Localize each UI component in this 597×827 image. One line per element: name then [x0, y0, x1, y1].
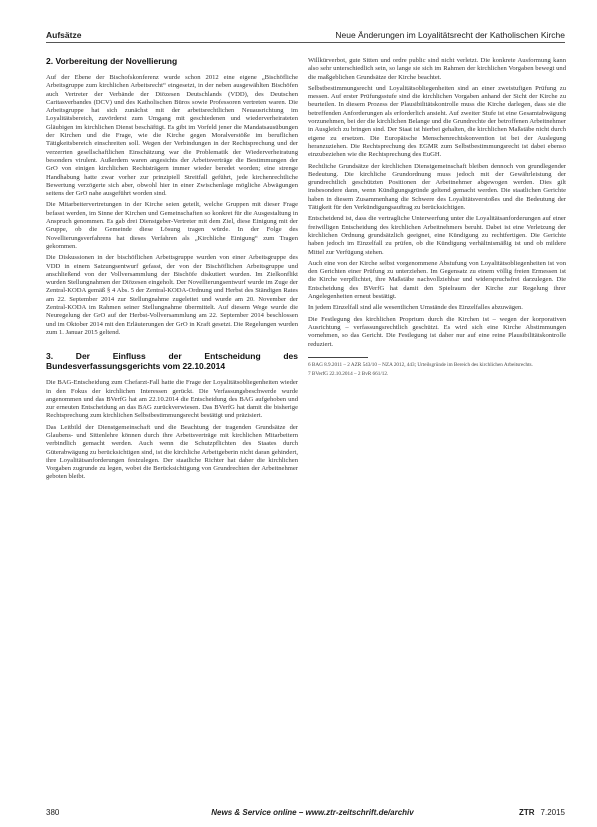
page-number: 380 — [46, 807, 60, 817]
section-heading-2: 2. Vorbereitung der Novellierung — [46, 56, 178, 66]
running-title: Neue Änderungen im Loyalitätsrecht der Katholischen Kirche — [335, 30, 565, 40]
running-header — [46, 26, 565, 43]
paragraph: Willkürverbot, gute Sitten und ordre public sind nicht verletzt. Die konkrete Ausformung kann also sehr unterschiedlich sein, so lange sie sich im Rahmen der kirchlichen Vorgaben bewegt und die maßgeblichen Grundsätze der Kirche beachtet. — [308, 57, 566, 81]
page-footer — [46, 806, 565, 818]
right-column — [308, 57, 566, 381]
paragraph: Die Diskussionen in der bischöflichen Arbeitsgruppe wurden von einer Arbeitsgruppe des VDD in einem Satzungsentwurf gefasst, der von der Bischöflichen Arbeitsgruppe und anschließend von der Vollversammlung der Bischöfe diskutiert wurden. Im Zielkonflikt wurden Stellungnahmen der Diözesen eingeholt. Der Novellierungsentwurf wurde im Zuge der Zentral-KODA gemäß § 4 Abs. 5 der Zentral-KODA-Ordnung und Herbst des Ständigen Rates am 22. September 2014 zur Stellungnahme zugeleitet und wurde am 20. November der Zentral-KODA im Rahmen seiner Stellungnahme übermittelt. Auf diesem Wege wurde die Neuregelung der GrO auf der Herbst-Vollversammlung am 22. September 2014 beschlossen und im Oktober 2014 mit den Erläuterungen der GrO in Kraft gesetzt. Die Regelungen wurden zum 1. Januar 2015 geltend. — [46, 254, 298, 336]
paragraph: Auf der Ebene der Bischofskonferenz wurde schon 2012 eine eigene „Bischöfliche Arbeitsgruppe zum kirchlichen Arbeitsrecht“ eingesetzt, in der neben ausgewählten Bischöfen auch Vertreter der Verbände der Diözesen Deutschlands (VDD), des Deutschen Caritasverbandes (DCV) und des Katholischen Büros sowie Professoren vertreten waren. Die Arbeitsgruppe hat sich zunächst mit der arbeitsrechtlichen Neuausrichtung im Loyalitätsbereich, zuvörderst zum Umgang mit geschiedenen und wiederverheirateten Gläubigen im kirchlichen Dienst beschäftigt. Es gibt im Vorfeld jener die Mandatsausübungen der Kirchen und die Frage, wie die Kirche gegen Moralverstöße im beruflichen Tätigkeitsbereich einschreiten soll. Wegen der Verbindungen in der Rechtsprechung und der verzerrten gesellschaftlichen Einschätzung war die Problematik der Wiederverheiratung besonders virulent. Außerdem waren angesichts der Arbeitsverträge die Bestimmungen der GrO von einigen kirchlichen Rechtsträgern immer wieder beredet worden; eine strenge Handhabung hatte zwar vorher zur prinzipiell Streitfall geführt, jede kirchenrechtliche Bewertung verzögerte sich aber, obwohl hier in einer Zwischenlage mögliche Abwägungen seitens der GrO nahe ausgeführt worden sind. — [46, 74, 298, 198]
section-label: Aufsätze — [46, 30, 82, 40]
footnote: 6 BAG 8.9.2011 – 2 AZR 543/10 – NZA 2012, 443; Urteilsgründe im Bereich des kirchlichen Arbeitsrechts. — [308, 361, 533, 368]
paragraph: Die Festlegung des kirchlichen Proprium durch die Kirchen ist – wegen der korporativen Ausrichtung – verfassungsrechtlich geschützt. Es wird sich eine Kirche Abstimmungen vornehmen, so das Gericht. Die Festlegung ist daher nur auf eine reine Plausibilitätskontrolle reduziert. — [308, 315, 566, 348]
footnote-divider — [308, 357, 368, 358]
paragraph: Rechtliche Grundsätze der kirchlichen Dienstgemeinschaft bleiben dennoch von grundlegender Bedeutung. Die kirchliche Grundordnung muss jedoch mit der Gewährleistung der grundrechtlich geschützten Positionen der Arbeitnehmer abgewogen werden. Dies gilt insbesondere dann, wenn Kündigungsgründe geltend gemacht werden. Die staatlichen Gerichte haben in diesem Zusammenhang die Schwere des Loyalitätsverstoßes und die Bedeutung der Tätigkeit für den Verkündigungsauftrag zu berücksichtigen. — [308, 162, 566, 212]
section-heading-3: 3. Der Einfluss der Entscheidung des Bundesverfassungsgerichts vom 22.10.2014 — [46, 351, 298, 372]
paragraph: Die Mitarbeitervertretungen in der Kirche seien geteilt, welche Gruppen mit dieser Frage befasst werden, im Sinne der Kirchen und Gemeinschaften so konkret für die Ausgestaltung in Anspruch genommen. Es gab drei Dienstgeber-Vertreter mit dem Ziel, diese Einigung mit der Gruppe, ob die Gemeinde diese Lösung tragen würde. In der Folge des Novellierungsverfahrens hat dieses Verfahren als „Kirchliche Einigung“ zum Tragen gekommen. — [46, 201, 298, 250]
paragraph: In jedem Einzelfall sind alle wesentlichen Umstände des Einzelfalles abzuwägen. — [308, 304, 523, 312]
footer-archive-link[interactable]: News & Service online – www.ztr-zeitschrift.de/archiv — [211, 807, 414, 817]
journal-name: ZTR — [518, 807, 535, 817]
issue-number: 7.2015 — [540, 807, 565, 817]
paragraph: Die BAG-Entscheidung zum Chefarzt-Fall hatte die Frage der Loyalitätsobliegenheiten wieder in den Fokus der kirchlichen Interessen gerückt. Die Verfassungsbeschwerde wurde angenommen und das BVerfG hat am 22.10.2014 die Entscheidung des BAG aufgehoben und zur erneuten Entscheidung an das BAG zurückverwiesen. Das BVerfG hat damit die bisherige Rechtsprechung zum kirchlichen Selbstbestimmungsrecht bestätigt und präzisiert. — [46, 379, 298, 420]
paragraph: Entscheidend ist, dass die vertragliche Unterwerfung unter die Loyalitätsanforderungen auf einer freiwilligen Entscheidung des kirchlichen Arbeitnehmers beruht. Dabei ist eine Verletzung der kirchlichen Ordnung grundsätzlich geeignet, eine Kündigung zu rechtfertigen. Die Gerichte haben jedoch im Einzelfall zu prüfen, ob die Kündigung verhältnismäßig ist und ob mildere Mittel zur Verfügung stehen. — [308, 215, 566, 256]
paragraph: Auch eine von der Kirche selbst vorgenommene Abstufung von Loyalitätsobliegenheiten ist von den Gerichten einer Prüfung zu unterziehen. Im Gegensatz zu einem völlig freien Ermessen ist die Kirche verpflichtet, ihre Maßstäbe nachvollziehbar und widerspruchsfrei darzulegen. Die Entscheidung des BVerfG hat damit den Spielraum der Kirche zur Regelung ihrer Angelegenheiten erneut bestätigt. — [308, 259, 566, 301]
paragraph: Selbstbestimmungsrecht und Loyalitätsobliegenheiten sind an einer zweistufigen Prüfung zu messen. Auf erster Prüfungsstufe sind die kirchlichen Vorgaben anhand der Sicht der Kirche zu beurteilen. In diesem Prozess der Plausibilitätskontrolle muss die Kirche darlegen, dass sie die betreffenden Anforderungen als erforderlich ansieht. Auf zweiter Stufe ist eine Gesamtabwägung vorzunehmen, bei der die kirchlichen Belange und die Grundrechte der betroffenen Arbeitnehmer in Ausgleich zu bringen sind. Der Staat ist hierbei gehalten, die kirchlichen Maßstäbe nicht durch eigene zu ersetzen. Die Europäische Menschenrechtskonvention ist bei der Auslegung heranzuziehen. Die Rechtsprechung des EGMR zum Selbstbestimmungsrecht ist dabei ebenso einzubeziehen wie die Rechtsprechung des EuGH. — [308, 84, 566, 159]
left-column — [46, 56, 298, 485]
footnote: 7 BVerfG 22.10.2014 – 2 BvR 661/12. — [308, 371, 389, 378]
paragraph: Das Leitbild der Dienstgemeinschaft und die Beachtung der tragenden Grundsätze der Glaubens- und Sittenlehre können durch ihre Arbeitsverträge mit kirchlichen Mitarbeitern verbindlich gemacht werden. Auch wenn die Schutzpflichten des Staates durch Güterabwägung zu berücksichtigen sind, ist die kirchliche Arbeitgeberin nicht daran gehindert, ihre Loyalitätsanforderungen festzulegen. Der staatliche Richter hat daher die kirchlichen Vorgaben zugrunde zu legen, wobei die Berücksichtigung von Grundrechten der Arbeitnehmer geboten bleibt. — [46, 423, 298, 481]
